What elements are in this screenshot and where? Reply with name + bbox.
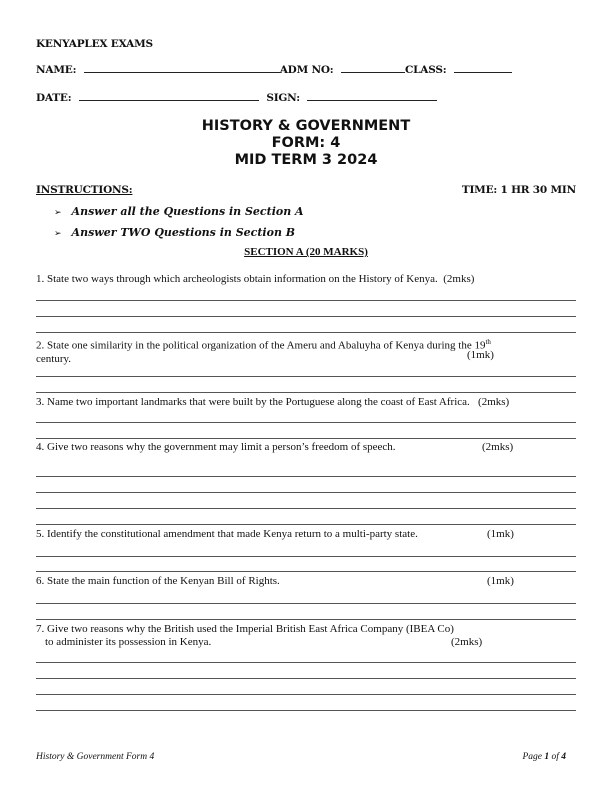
question-marks: (1mk) bbox=[487, 575, 514, 587]
date-field[interactable] bbox=[79, 99, 259, 101]
question-7 bbox=[36, 623, 576, 649]
question-marks: (1mk) bbox=[467, 349, 494, 361]
answer-line[interactable] bbox=[36, 662, 576, 663]
answer-line[interactable] bbox=[36, 300, 576, 301]
question-text: 4. Give two reasons why the government may limit a person’s freedom of speech. bbox=[36, 441, 396, 453]
total-pages: 4 bbox=[561, 752, 566, 762]
instruction-item bbox=[54, 226, 295, 239]
question-text: to administer its possession in Kenya. bbox=[45, 636, 212, 648]
answer-line[interactable] bbox=[36, 603, 576, 604]
time-allowed: TIME: 1 HR 30 MIN bbox=[461, 184, 576, 196]
answer-line[interactable] bbox=[36, 694, 576, 695]
answer-line[interactable] bbox=[36, 316, 576, 317]
answer-line[interactable] bbox=[36, 422, 576, 423]
student-info-row-2 bbox=[36, 92, 437, 104]
form-title: FORM: 4 bbox=[271, 135, 341, 151]
question-text: 6. State the main function of the Kenyan Bill of Rights. bbox=[36, 575, 280, 587]
answer-line[interactable] bbox=[36, 392, 576, 393]
sign-label: SIGN: bbox=[266, 92, 300, 104]
class-field[interactable] bbox=[454, 71, 512, 73]
name-field[interactable] bbox=[84, 71, 280, 73]
answer-line[interactable] bbox=[36, 710, 576, 711]
question-text: 5. Identify the constitutional amendment that made Kenya return to a multi-party state. bbox=[36, 528, 418, 540]
question-marks: (1mk) bbox=[487, 528, 514, 540]
answer-line[interactable] bbox=[36, 492, 576, 493]
current-page: 1 bbox=[544, 752, 550, 762]
subject-title: HISTORY & GOVERNMENT bbox=[201, 118, 411, 134]
question-text: 2. State one similarity in the political organization of the Ameru and Abaluyha of Kenya during the 19 bbox=[36, 339, 486, 352]
question-2 bbox=[36, 336, 576, 366]
sign-field[interactable] bbox=[307, 99, 437, 101]
answer-line[interactable] bbox=[36, 476, 576, 477]
date-label: DATE: bbox=[36, 92, 72, 104]
question-marks: (2mks) bbox=[451, 636, 483, 648]
term-title: MID TERM 3 2024 bbox=[234, 152, 378, 168]
answer-line[interactable] bbox=[36, 508, 576, 509]
answer-line[interactable] bbox=[36, 332, 576, 333]
answer-line[interactable] bbox=[36, 438, 576, 439]
question-marks: (2mks) bbox=[482, 441, 514, 453]
student-info-row-1 bbox=[36, 64, 512, 76]
question-1 bbox=[36, 273, 576, 286]
question-marks: (2mks) bbox=[478, 396, 510, 408]
page-prefix: Page bbox=[522, 752, 545, 762]
footer-title: History & Government Form 4 bbox=[36, 752, 155, 762]
adm-no-label: ADM NO: bbox=[279, 64, 334, 76]
adm-no-field[interactable] bbox=[341, 71, 405, 73]
class-label: CLASS: bbox=[404, 64, 447, 76]
bullet-arrow-icon: ➢ bbox=[54, 208, 62, 218]
instructions-label: INSTRUCTIONS: bbox=[36, 184, 133, 196]
superscript: th bbox=[485, 338, 491, 346]
exam-provider: KENYAPLEX EXAMS bbox=[36, 38, 153, 50]
section-a-heading: SECTION A (20 MARKS) bbox=[244, 246, 368, 258]
answer-line[interactable] bbox=[36, 571, 576, 572]
answer-line[interactable] bbox=[36, 524, 576, 525]
instruction-text: Answer TWO Questions in Section B bbox=[71, 226, 296, 239]
question-text: 7. Give two reasons why the British used the Imperial British East Africa Company (IBEA Co) bbox=[36, 623, 454, 635]
answer-line[interactable] bbox=[36, 556, 576, 557]
bullet-arrow-icon: ➢ bbox=[54, 229, 62, 239]
answer-line[interactable] bbox=[36, 619, 576, 620]
question-marks: (2mks) bbox=[443, 273, 475, 285]
answer-line[interactable] bbox=[36, 376, 576, 377]
question-text: century. bbox=[36, 352, 72, 365]
page-number bbox=[522, 752, 566, 762]
question-3 bbox=[36, 396, 576, 409]
name-label: NAME: bbox=[36, 64, 77, 76]
page-of: of bbox=[549, 752, 562, 762]
question-text: 1. State two ways through which archeologists obtain information on the History of Kenya. bbox=[36, 273, 438, 285]
instruction-text: Answer all the Questions in Section A bbox=[71, 205, 304, 218]
instruction-item bbox=[54, 205, 304, 218]
answer-line[interactable] bbox=[36, 678, 576, 679]
question-text: 3. Name two important landmarks that were built by the Portuguese along the coast of East Africa. bbox=[36, 396, 470, 408]
